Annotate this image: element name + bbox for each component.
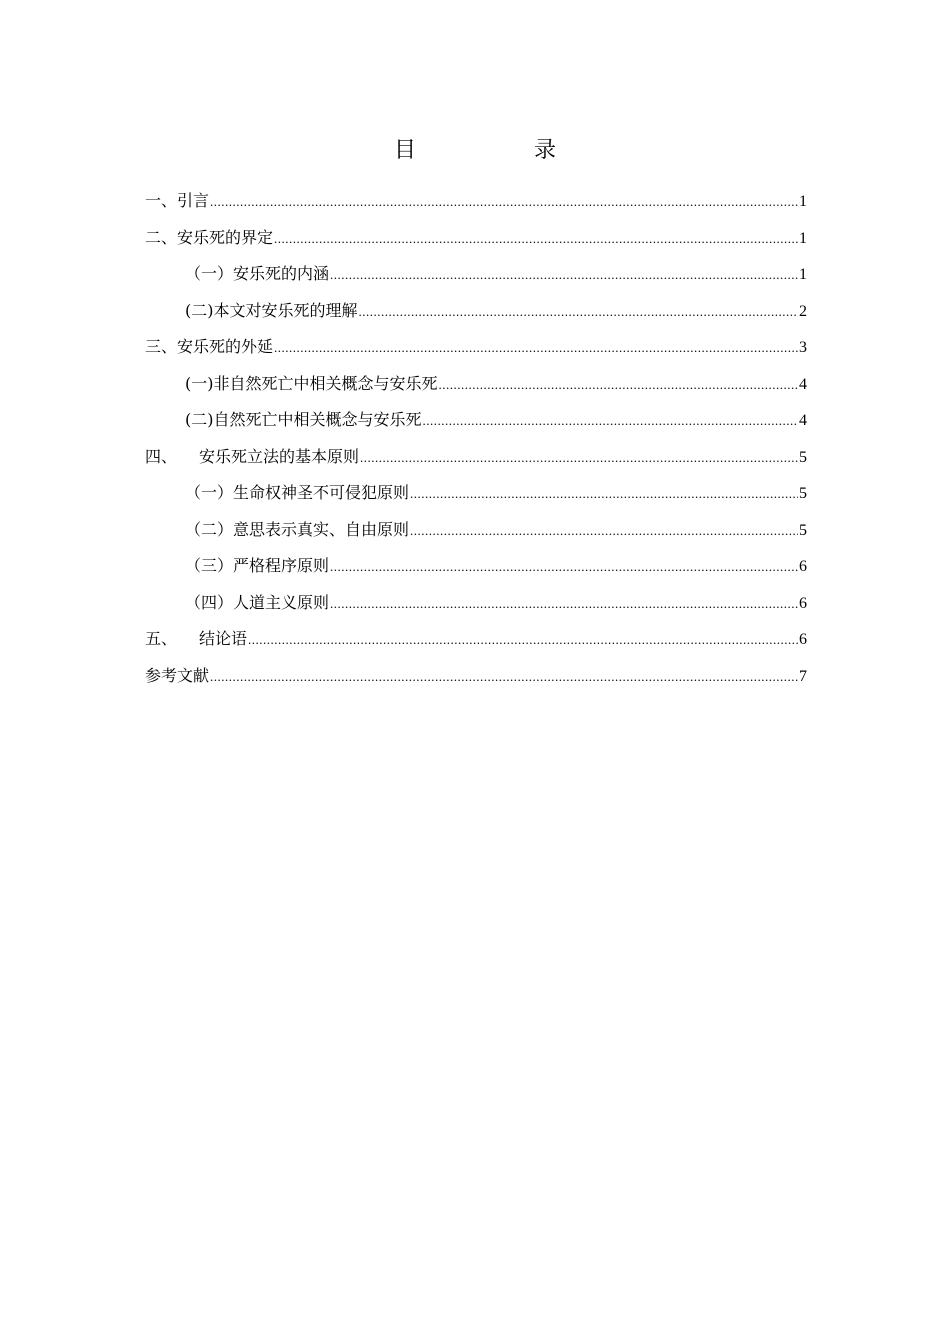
toc-entry-label: （四）人道主义原则 — [185, 592, 330, 612]
table-of-contents — [145, 183, 807, 694]
toc-entry-label — [145, 621, 247, 658]
toc-entry-introduction[interactable] — [145, 183, 807, 220]
toc-entry-strict-procedure[interactable] — [145, 548, 807, 585]
toc-entry-label: 三、安乐死的外延 — [145, 337, 274, 356]
toc-entry-label: （三）严格程序原则 — [185, 556, 330, 575]
toc-leader-dots — [330, 549, 798, 586]
toc-page-number: 2 — [799, 302, 807, 320]
toc-page-number: 1 — [799, 193, 807, 210]
toc-leader-dots — [248, 622, 798, 659]
toc-entry-label: （一）生命权神圣不可侵犯原则 — [185, 483, 410, 502]
toc-entry-label: (二)本文对安乐死的理解 — [185, 300, 358, 320]
toc-entry-references[interactable] — [145, 658, 807, 695]
toc-entry-label: 二、安乐死的界定 — [145, 227, 274, 247]
toc-entry-label: (一)非自然死亡中相关概念与安乐死 — [185, 373, 438, 393]
toc-page-number: 6 — [799, 594, 807, 612]
toc-entry-label: （一）安乐死的内涵 — [185, 264, 330, 283]
toc-page-number: 3 — [799, 339, 807, 356]
toc-entry-number: 四、 — [145, 446, 178, 466]
toc-entry-label — [145, 439, 359, 476]
toc-leader-dots — [359, 294, 799, 331]
toc-page-number: 4 — [799, 375, 807, 393]
toc-leader-dots — [360, 440, 798, 477]
toc-entry-number: 五、 — [145, 629, 178, 648]
toc-page-number: 1 — [799, 229, 807, 247]
toc-leader-dots — [330, 257, 798, 294]
toc-page-number: 6 — [799, 631, 807, 648]
toc-leader-dots — [410, 476, 798, 513]
toc-leader-dots — [274, 330, 798, 367]
toc-entry-text: 结论语 — [199, 629, 248, 648]
toc-entry-understanding[interactable] — [145, 293, 807, 330]
toc-entry-text: 安乐死立法的基本原则 — [199, 446, 360, 466]
toc-page-number: 5 — [799, 521, 807, 539]
toc-page-number: 5 — [799, 485, 807, 502]
toc-page-number: 6 — [799, 558, 807, 575]
toc-title-part1: 目 — [393, 138, 416, 163]
toc-leader-dots — [210, 184, 798, 221]
toc-entry-conclusion[interactable] — [145, 621, 807, 658]
toc-entry-humanitarianism[interactable] — [145, 585, 807, 622]
toc-entry-label: 一、引言 — [145, 191, 210, 210]
toc-leader-dots — [210, 659, 798, 696]
toc-leader-dots — [439, 367, 799, 404]
toc-leader-dots — [410, 513, 798, 550]
toc-entry-extension[interactable] — [145, 329, 807, 366]
toc-leader-dots — [274, 221, 798, 258]
toc-entry-unnatural-death[interactable] — [145, 366, 807, 403]
toc-title-part2: 录 — [534, 138, 557, 163]
toc-entry-right-to-life[interactable] — [145, 475, 807, 512]
toc-leader-dots — [330, 586, 798, 623]
toc-page-number: 5 — [799, 448, 807, 466]
toc-page-number: 4 — [799, 412, 807, 429]
toc-leader-dots — [423, 403, 799, 440]
toc-page-number: 1 — [799, 266, 807, 283]
toc-entry-definition[interactable] — [145, 220, 807, 257]
toc-page-number: 7 — [799, 667, 807, 685]
toc-entry-connotation[interactable] — [145, 256, 807, 293]
toc-title — [0, 136, 950, 166]
toc-entry-legislation-principles[interactable] — [145, 439, 807, 476]
toc-entry-label: 参考文献 — [145, 665, 210, 685]
toc-entry-label: （二）意思表示真实、自由原则 — [185, 519, 410, 539]
toc-entry-label: (二)自然死亡中相关概念与安乐死 — [185, 410, 422, 429]
toc-entry-free-will[interactable] — [145, 512, 807, 549]
toc-entry-natural-death[interactable] — [145, 402, 807, 439]
